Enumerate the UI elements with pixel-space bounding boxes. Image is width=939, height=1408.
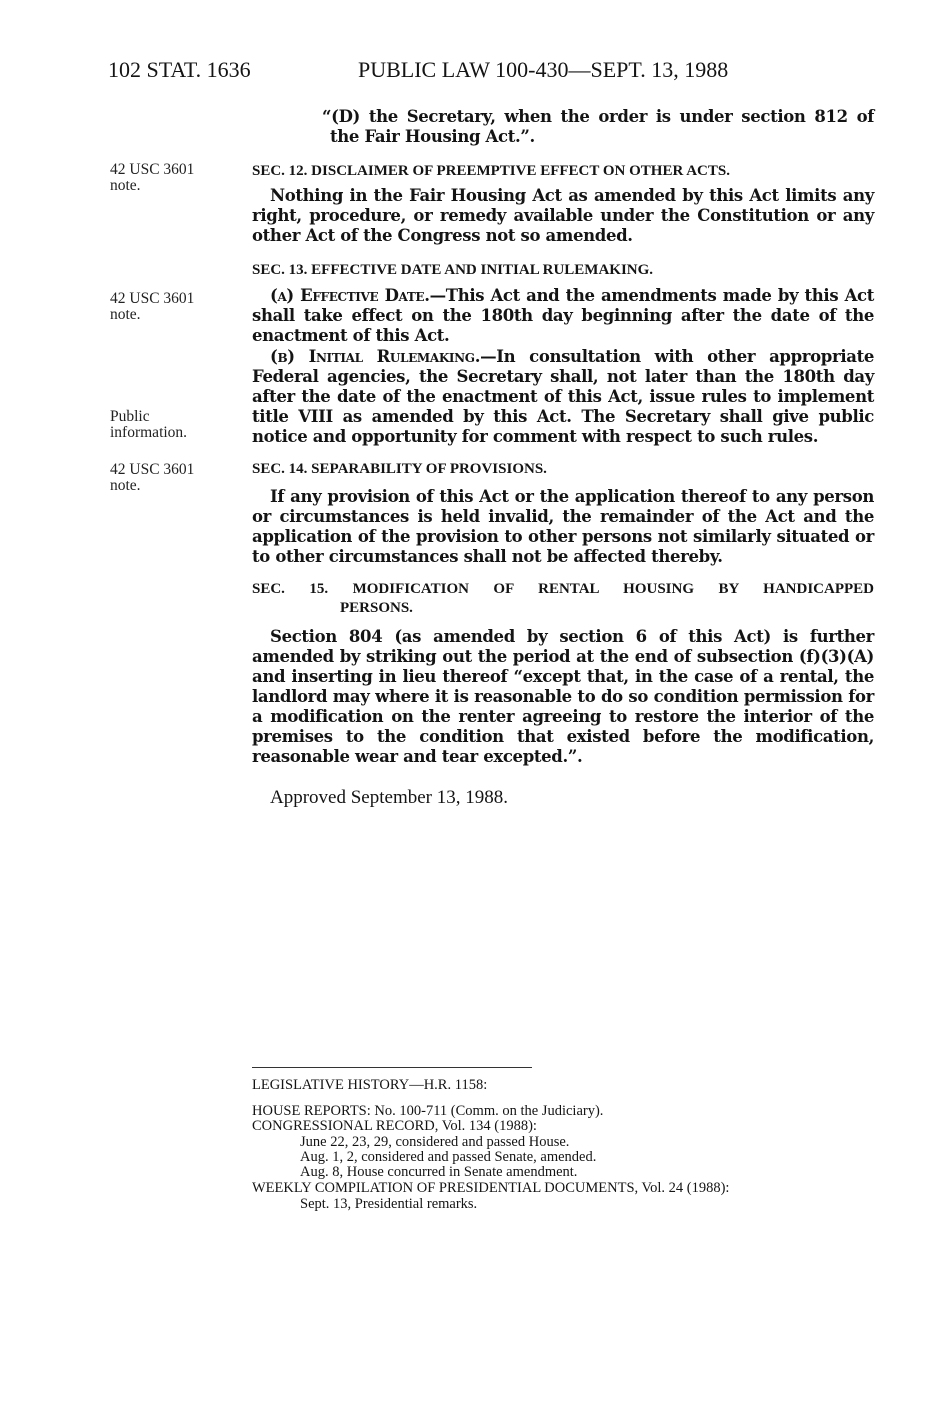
legislative-history-title: LEGISLATIVE HISTORY—H.R. 1158:: [252, 1077, 488, 1093]
house-reports: HOUSE REPORTS: No. 100-711 (Comm. on the Judiciary).: [252, 1103, 604, 1119]
margin-note-sec14: 42 USC 3601 note.: [110, 461, 195, 494]
public-law-title: PUBLIC LAW 100-430—SEPT. 13, 1988: [358, 57, 729, 82]
sec15-heading-line2: PERSONS.: [340, 600, 413, 616]
sec12-text: Nothing in the Fair Housing Act as amended by this Act limits any right, procedure, or remedy available under the Constitution or any other Act of the Congress not so amended.: [252, 186, 874, 245]
sec12-heading: SEC. 12. DISCLAIMER OF PREEMPTIVE EFFECT ON OTHER ACTS.: [252, 163, 730, 179]
sec15-text: Section 804 (as amended by section 6 of this Act) is further amended by striking out the period at the end of subsection (f)(3)(A) and inserting in lieu thereof “except that, in the case of a rental, the landlord may where it is reasonable to do so condition permission for a modification on the renter agreeing to restore the interior of the premises to the condition that existed before the modification, reasonable wear and tear excepted.”.: [252, 627, 874, 766]
sec14-text: If any provision of this Act or the application thereof to any person or circumstances is held invalid, the remainder of the Act and the application of the provision to other persons not similarly situated or to other circumstances shall not be affected thereby.: [252, 487, 874, 566]
sec13-a-label: (a) Effective Date.: [270, 286, 430, 305]
cr-entry-senate: Aug. 1, 2, considered and passed Senate, amended.: [300, 1149, 597, 1165]
sec14-heading: SEC. 14. SEPARABILITY OF PROVISIONS.: [252, 461, 547, 477]
margin-note-sec12: 42 USC 3601 note.: [110, 161, 195, 194]
sec15-heading-line1: SEC. 15. MODIFICATION OF RENTAL HOUSING BY HANDICAPPED: [252, 581, 874, 597]
stat-page-number: 102 STAT. 1636: [108, 57, 251, 82]
page-header: [108, 57, 878, 87]
margin-note-public-info: Public information.: [110, 408, 188, 441]
top-paragraph: “(D) the Secretary, when the order is under section 812 of the Fair Housing Act.”.: [322, 107, 874, 146]
margin-note-sec13: 42 USC 3601 note.: [110, 290, 195, 323]
sec13-subsection-b: [252, 347, 874, 447]
cr-entry-house: June 22, 23, 29, considered and passed House.: [300, 1134, 570, 1150]
sec13-a-text: —This Act and the amendments made by this Act shall take effect on the 180th day beginning after the date of the enactment of this Act.: [252, 286, 874, 345]
cr-entry-concurred: Aug. 8, House concurred in Senate amendment.: [300, 1164, 578, 1180]
sec13-b-label: (b) Initial Rulemaking.: [270, 347, 481, 366]
approval-date: Approved September 13, 1988.: [270, 787, 508, 808]
footnote-rule: [252, 1067, 532, 1068]
weekly-compilation: WEEKLY COMPILATION OF PRESIDENTIAL DOCUMENTS, Vol. 24 (1988):: [252, 1180, 730, 1196]
weekly-entry: Sept. 13, Presidential remarks.: [300, 1196, 478, 1212]
congressional-record: CONGRESSIONAL RECORD, Vol. 134 (1988):: [252, 1118, 537, 1134]
sec13-heading: SEC. 13. EFFECTIVE DATE AND INITIAL RULEMAKING.: [252, 262, 654, 278]
sec13-subsection-a: [252, 286, 874, 346]
sec13-b-text: —In consultation with other appropriate Federal agencies, the Secretary shall, not later than the 180th day after the date of the enactment of this Act, issue rules to implement title VIII as amended by this Act. The Secretary shall give public notice and opportunity for comment with respect to such rules.: [252, 347, 874, 446]
